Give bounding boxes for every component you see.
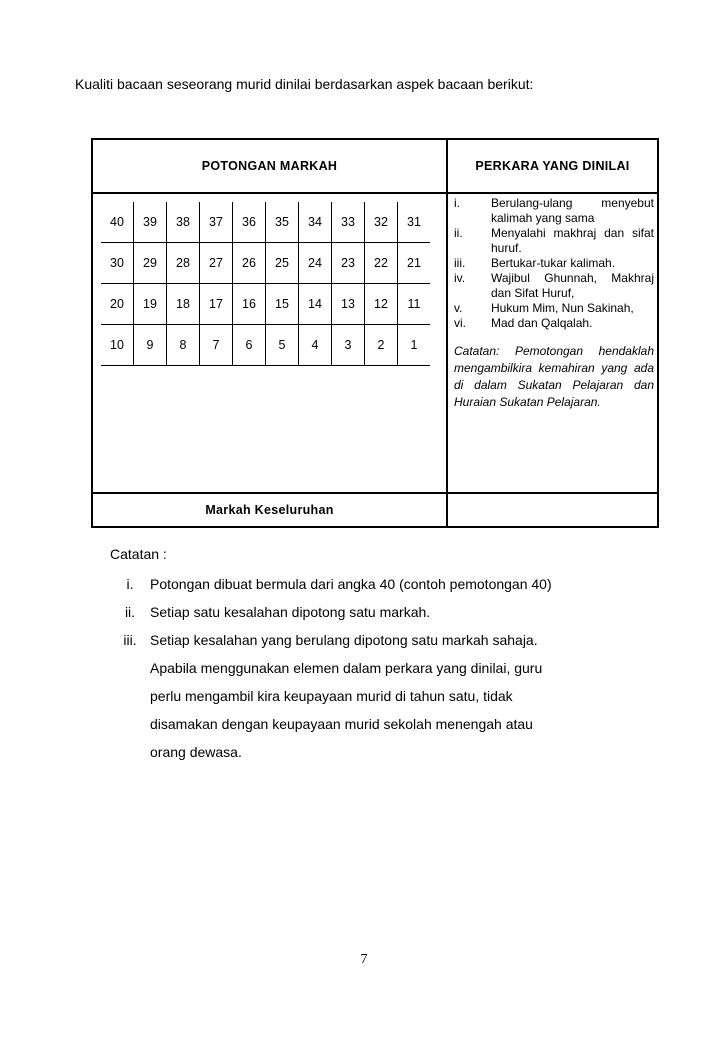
mark-cell: 15: [266, 284, 299, 325]
mark-cell: 31: [398, 202, 431, 243]
mark-cell: 8: [167, 325, 200, 366]
marks-header: POTONGAN MARKAH: [201, 159, 338, 173]
criteria-header: PERKARA YANG DINILAI: [475, 159, 630, 173]
mark-cell: 17: [200, 284, 233, 325]
note-item-number: [110, 710, 150, 738]
note-item-text: orang dewasa.: [150, 744, 242, 760]
mark-cell: 16: [233, 284, 266, 325]
criteria-item: [454, 271, 654, 301]
criteria-item-number: v.: [454, 301, 463, 315]
mark-cell: 32: [365, 202, 398, 243]
mark-cell: 36: [233, 202, 266, 243]
criteria-list: [454, 196, 654, 411]
mark-cell: 14: [299, 284, 332, 325]
note-item-text: Potongan dibuat bermula dari angka 40 (contoh pemotongan 40): [150, 576, 552, 592]
note-item-number: [110, 682, 150, 710]
mark-cell: 3: [332, 325, 365, 366]
note-item: [110, 570, 630, 598]
note-item-number: iii.: [123, 632, 137, 648]
mark-cell: 34: [299, 202, 332, 243]
note-item-text: Setiap satu kesalahan dipotong satu markah.: [150, 604, 431, 620]
note-item-number: [110, 654, 150, 682]
mark-cell: 10: [101, 325, 134, 366]
criteria-note: Catatan: Pemotongan hendaklah mengambilkira kemahiran yang ada di dalam Sukatan Pelajaran dan Huraian Sukatan Pelajaran.: [454, 344, 654, 409]
criteria-item: [454, 196, 654, 226]
mark-cell: 11: [398, 284, 431, 325]
marks-row: [101, 202, 430, 243]
criteria-item: [454, 316, 654, 331]
note-item-number: [110, 738, 150, 766]
mark-cell: 9: [134, 325, 167, 366]
criteria-item-text: Hukum Mim, Nun Sakinah,: [491, 301, 634, 315]
mark-cell: 27: [200, 243, 233, 284]
notes-title: Catatan :: [110, 546, 167, 562]
mark-cell: 19: [134, 284, 167, 325]
criteria-item-number: iii.: [454, 256, 466, 270]
mark-cell: 22: [365, 243, 398, 284]
criteria-item-text: Bertukar-tukar kalimah.: [491, 256, 616, 270]
note-item-text: Apabila menggunakan elemen dalam perkara yang dinilai, guru: [150, 660, 543, 676]
mark-cell: 24: [299, 243, 332, 284]
mark-cell: 30: [101, 243, 134, 284]
note-item-number: ii.: [124, 604, 136, 620]
note-item-number: i.: [126, 576, 134, 592]
mark-cell: 25: [266, 243, 299, 284]
note-item-text: Setiap kesalahan yang berulang dipotong satu markah sahaja.: [150, 632, 538, 648]
mark-cell: 23: [332, 243, 365, 284]
mark-cell: 28: [167, 243, 200, 284]
mark-cell: 38: [167, 202, 200, 243]
table-divider: [446, 140, 448, 526]
criteria-item: [454, 301, 654, 316]
mark-cell: 39: [134, 202, 167, 243]
criteria-item-text: Menyalahi makhraj dan sifat huruf.: [491, 226, 654, 255]
mark-cell: 33: [332, 202, 365, 243]
mark-cell: 4: [299, 325, 332, 366]
marks-grid: [101, 202, 430, 366]
mark-cell: 21: [398, 243, 431, 284]
note-item: [110, 710, 630, 738]
criteria-item-number: iv.: [454, 271, 466, 285]
mark-cell: 5: [266, 325, 299, 366]
mark-cell: 13: [332, 284, 365, 325]
note-item-text: disamakan dengan keupayaan murid sekolah menengah atau: [150, 716, 533, 732]
criteria-item-text: Wajibul Ghunnah, Makhraj dan Sifat Huruf,: [491, 271, 654, 300]
note-item: [110, 654, 630, 682]
mark-cell: 29: [134, 243, 167, 284]
total-marks-label: Markah Keseluruhan: [205, 503, 334, 517]
criteria-item: [454, 256, 654, 271]
assessment-table: [91, 138, 659, 528]
intro-text: Kualiti bacaan seseorang murid dinilai berdasarkan aspek bacaan berikut:: [75, 76, 534, 92]
mark-cell: 40: [101, 202, 134, 243]
note-item: [110, 626, 630, 654]
notes-section: [110, 546, 630, 766]
note-item: [110, 738, 630, 766]
criteria-item-number: ii.: [454, 226, 463, 240]
mark-cell: 37: [200, 202, 233, 243]
criteria-item: [454, 226, 654, 256]
page-number: 7: [360, 952, 368, 967]
mark-cell: 18: [167, 284, 200, 325]
marks-row: [101, 325, 430, 366]
criteria-item-number: vi.: [454, 316, 466, 330]
mark-cell: 12: [365, 284, 398, 325]
mark-cell: 26: [233, 243, 266, 284]
mark-cell: 7: [200, 325, 233, 366]
mark-cell: 6: [233, 325, 266, 366]
criteria-item-text: Berulang-ulang menyebut kalimah yang sama: [491, 196, 654, 225]
marks-row: [101, 284, 430, 325]
mark-cell: 1: [398, 325, 431, 366]
criteria-item-text: Mad dan Qalqalah.: [491, 316, 593, 330]
note-item: [110, 598, 630, 626]
table-divider: [93, 192, 657, 194]
mark-cell: 35: [266, 202, 299, 243]
note-item: [110, 682, 630, 710]
note-item-text: perlu mengambil kira keupayaan murid di tahun satu, tidak: [150, 688, 513, 704]
mark-cell: 2: [365, 325, 398, 366]
marks-row: [101, 243, 430, 284]
mark-cell: 20: [101, 284, 134, 325]
criteria-item-number: i.: [454, 196, 460, 210]
